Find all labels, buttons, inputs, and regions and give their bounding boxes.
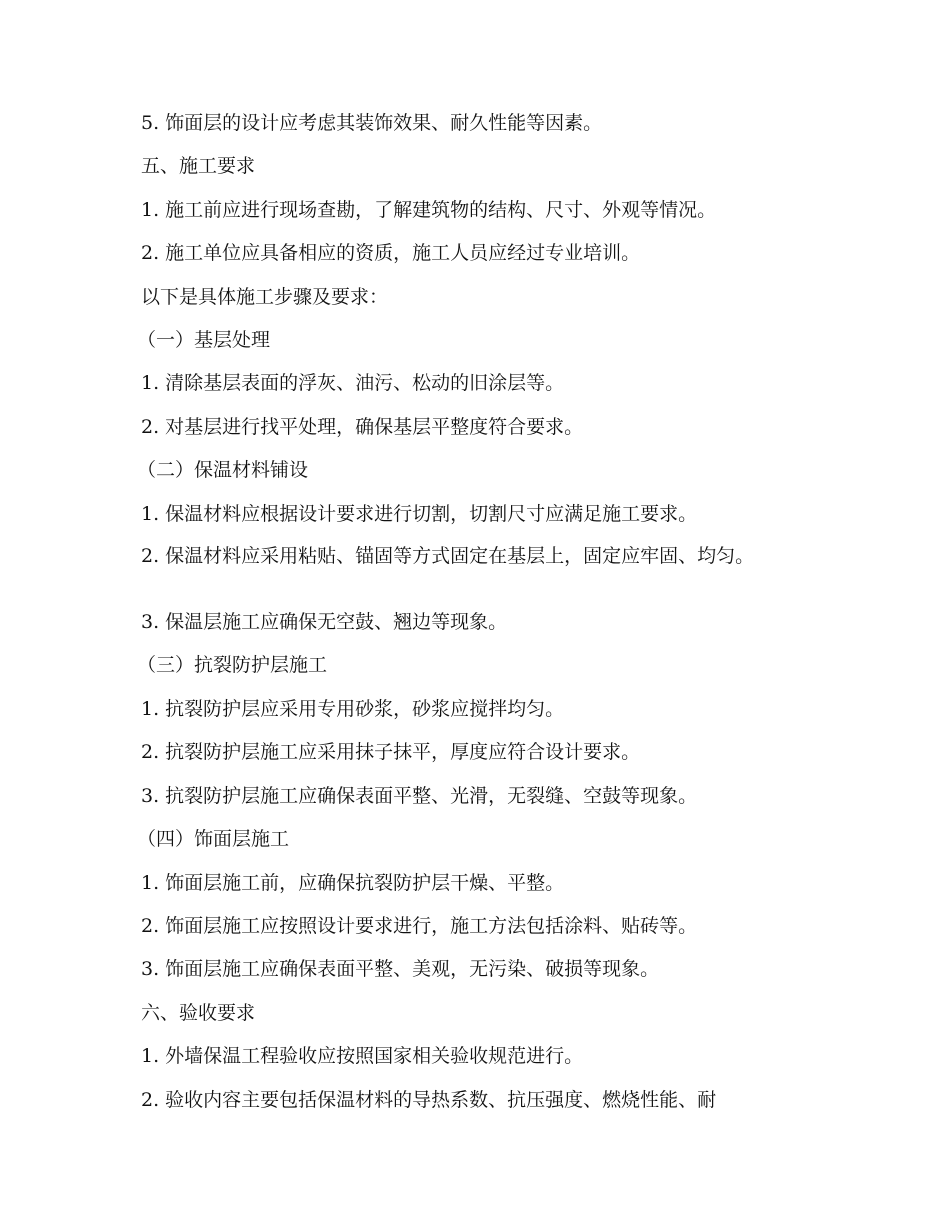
paragraph-line: 1. 保温材料应根据设计要求进行切割，切割尺寸应满足施工要求。 [141, 503, 698, 525]
paragraph-line: 2. 施工单位应具备相应的资质，施工人员应经过专业培训。 [141, 242, 641, 264]
paragraph-line: 以下是具体施工步骤及要求： [141, 286, 389, 308]
subsection-heading: （一）基层处理 [137, 329, 271, 351]
paragraph-line: 3. 保温层施工应确保无空鼓、翘边等现象。 [141, 611, 508, 633]
paragraph-line: 5. 饰面层的设计应考虑其装饰效果、耐久性能等因素。 [141, 112, 603, 134]
paragraph-line: 1. 饰面层施工前，应确保抗裂防护层干燥、平整。 [141, 872, 565, 894]
section-heading: 五、施工要求 [141, 155, 256, 177]
subsection-heading: （三）抗裂防护层施工 [137, 654, 328, 676]
paragraph-line: 2. 对基层进行找平处理，确保基层平整度符合要求。 [141, 416, 584, 438]
paragraph-line: 2. 饰面层施工应按照设计要求进行，施工方法包括涂料、贴砖等。 [141, 915, 698, 937]
subsection-heading: （二）保温材料铺设 [137, 459, 309, 481]
paragraph-line: 1. 清除基层表面的浮灰、油污、松动的旧涂层等。 [141, 372, 565, 394]
paragraph-line: 3. 抗裂防护层施工应确保表面平整、光滑，无裂缝、空鼓等现象。 [141, 785, 698, 807]
paragraph-line: 1. 外墙保温工程验收应按照国家相关验收规范进行。 [141, 1045, 584, 1067]
paragraph-line-wrapped: 2. 保温材料应采用粘贴、锚固等方式固定在基层上，固定应牢固、均匀。 [141, 545, 755, 567]
paragraph-line: 2. 抗裂防护层施工应采用抹子抹平，厚度应符合设计要求。 [141, 741, 641, 763]
section-heading: 六、验收要求 [141, 1002, 256, 1024]
paragraph-line: 2. 验收内容主要包括保温材料的导热系数、抗压强度、燃烧性能、耐 [141, 1089, 717, 1111]
subsection-heading: （四）饰面层施工 [137, 828, 290, 850]
paragraph-line: 3. 饰面层施工应确保表面平整、美观，无污染、破损等现象。 [141, 958, 660, 980]
paragraph-line: 1. 抗裂防护层应采用专用砂浆，砂浆应搅拌均匀。 [141, 698, 565, 720]
paragraph-line: 1. 施工前应进行现场查勘，了解建筑物的结构、尺寸、外观等情况。 [141, 199, 717, 221]
